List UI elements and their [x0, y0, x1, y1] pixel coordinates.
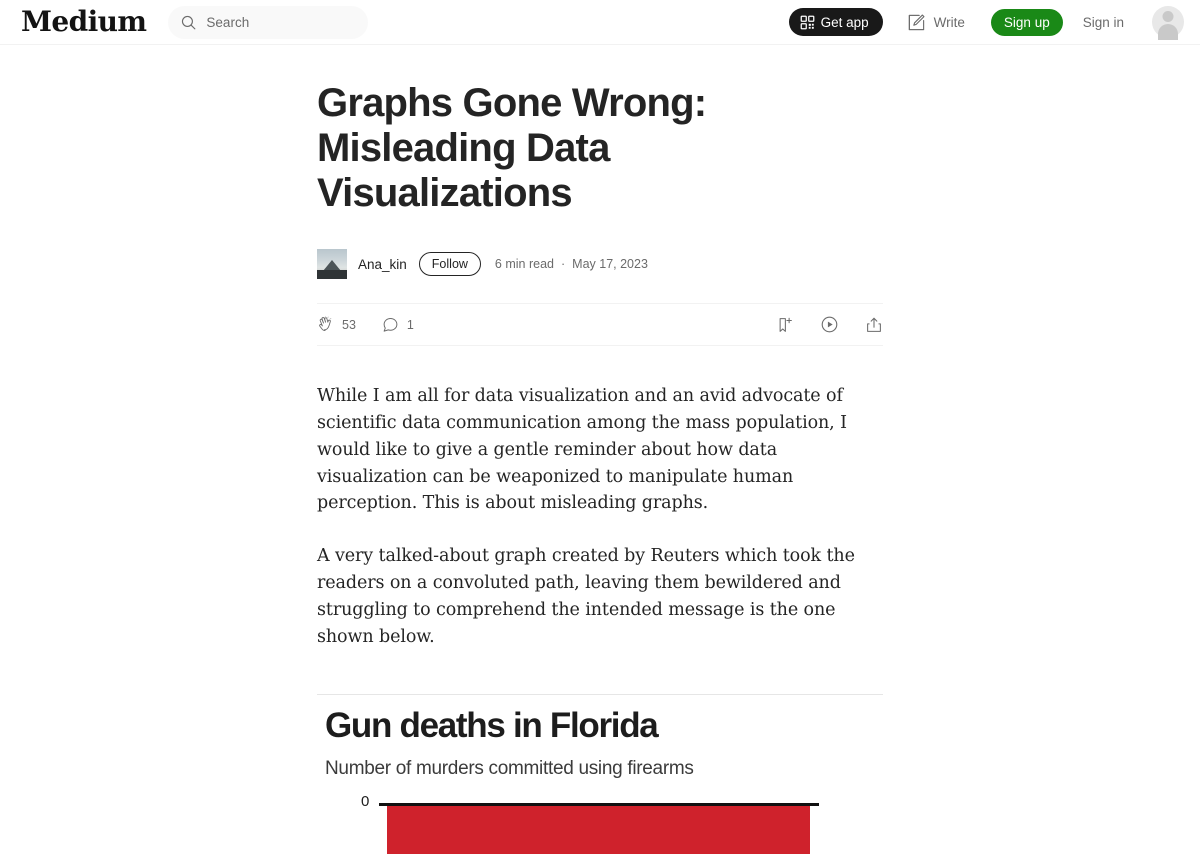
- sign-up-button[interactable]: Sign up: [991, 9, 1063, 36]
- clap-count: 53: [342, 317, 356, 332]
- avatar[interactable]: [317, 249, 347, 279]
- pencil-square-icon: [907, 13, 926, 32]
- read-time: 6 min read: [494, 257, 554, 272]
- sign-in-link[interactable]: Sign in: [1082, 14, 1124, 30]
- comment-count: 1: [406, 317, 414, 332]
- site-header: [0, 0, 1200, 45]
- header-actions: [789, 6, 1200, 38]
- article-paragraph-1: While I am all for data visualization and an avid advocate of scientific data communication among the mass population, I would like to give a gentle reminder about how data visualization can be weaponized to manipulate human perception. This is about misleading graphs.: [317, 386, 847, 514]
- author-name[interactable]: Ana_kin: [358, 256, 407, 272]
- article-paragraph-2: A very talked-about graph created by Reuters which took the readers on a convoluted path, leaving them bewildered and struggling to comprehend the intended message is the one shown below.: [317, 546, 855, 647]
- clap-button[interactable]: [317, 316, 356, 333]
- play-circle-icon: [820, 315, 839, 334]
- write-link[interactable]: [907, 13, 965, 32]
- meta-separator: ·: [560, 257, 566, 272]
- qr-code-icon: [800, 15, 815, 30]
- chart-area-series: [387, 806, 810, 854]
- search-input[interactable]: [206, 15, 356, 30]
- listen-button[interactable]: [820, 315, 839, 334]
- engagement-right-group: [776, 315, 883, 334]
- chart-subtitle: Number of murders committed using firearms: [325, 758, 694, 780]
- byline-meta: [495, 257, 648, 271]
- chart-plot-area: [317, 794, 883, 854]
- user-avatar[interactable]: [1152, 6, 1184, 38]
- medium-logo[interactable]: Medium: [21, 5, 147, 38]
- comment-button[interactable]: [382, 316, 414, 333]
- search-box[interactable]: [168, 6, 368, 39]
- page-title: Graphs Gone Wrong: Misleading Data Visualizations: [317, 81, 707, 215]
- clap-icon: [317, 316, 334, 333]
- engagement-left-group: [317, 316, 414, 333]
- share-button[interactable]: [865, 316, 883, 334]
- avatar-ground: [317, 270, 347, 279]
- share-upload-icon: [865, 316, 883, 334]
- chart-title: Gun deaths in Florida: [325, 706, 658, 746]
- search-icon: [180, 14, 197, 31]
- y-axis-tick-zero: 0: [361, 793, 370, 811]
- follow-button[interactable]: Follow: [419, 252, 481, 276]
- byline: [317, 249, 883, 279]
- engagement-bar: [317, 303, 883, 346]
- published-date: May 17, 2023: [572, 257, 648, 272]
- get-app-button[interactable]: [789, 8, 883, 36]
- bookmark-add-icon: [776, 316, 794, 334]
- article-container: [317, 45, 883, 854]
- bookmark-add-button[interactable]: [776, 316, 794, 334]
- write-label: Write: [933, 14, 965, 30]
- embedded-chart-figure: [317, 694, 883, 854]
- get-app-label: Get app: [820, 14, 869, 30]
- comment-icon: [382, 316, 399, 333]
